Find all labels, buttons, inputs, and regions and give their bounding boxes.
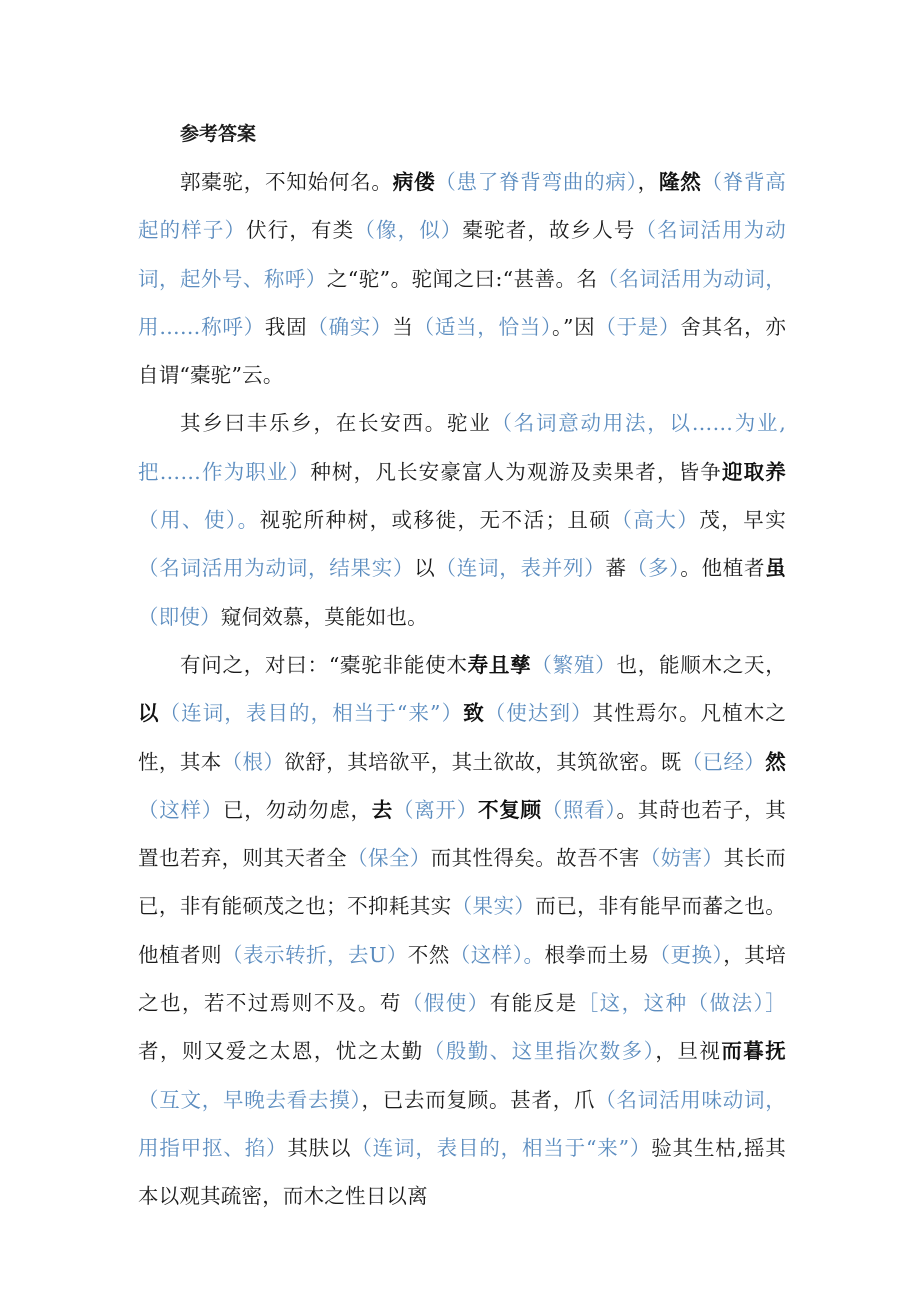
annotation-note: （于是） [595,314,681,339]
bold-term: 病偻 [392,170,436,194]
text-run: 蕃 [605,556,627,581]
text-run: 不然 [407,942,450,967]
text-run: ， [637,170,659,194]
annotation-note: （适当，恰当） [413,314,552,339]
document-page [138,110,786,1221]
text-run: 茂，早实 [699,508,786,533]
text-run: 其长而已，非有能硕茂之也；不抑耗其实 [138,846,786,919]
text-run: 有能反是 [489,991,578,1016]
text-run: 我固 [264,314,308,339]
text-run: 之“驼”。驼闻之曰:“甚善。名 [326,266,598,291]
annotation-note: （根） [221,749,285,774]
text-run: 郭橐驼，不知始何名。 [180,170,393,194]
text-run: 。”因 [551,314,596,339]
annotation-note: （互文，早晚去看去摸） [138,1087,362,1112]
text-run: 窥伺效慕，莫能如也。 [220,604,428,629]
annotation-note: （假使） [401,991,490,1016]
bold-term: 迎取养 [721,459,786,484]
text-run: 而其性得矣。故吾不害 [430,846,640,871]
annotation-note: （繁殖） [531,652,617,677]
bold-term: 去 [371,797,393,822]
bold-term: 然 [765,749,786,774]
annotation-note: ［这，这种（做法）］ [577,991,786,1016]
text-run: 。其莳也若子，其置也若弃，则其天者全 [138,797,786,871]
text-run: 其肤以 [287,1135,352,1160]
bold-term: 虽 [765,556,786,581]
text-run: 伏行，有类 [246,218,355,243]
annotation-note: （使达到） [484,701,593,726]
bold-term: 不复顾 [478,797,542,822]
paragraph-1 [138,158,786,399]
bold-term: 以 [138,701,160,726]
annotation-note: （这样） [138,797,223,822]
text-run: 。他植者 [680,556,766,581]
text-run: 者，则又爱之太恩，忧之太勤 [138,1039,424,1064]
annotation-note: （已经） [681,749,766,774]
annotation-note: （表示转折，去U） [222,942,408,967]
text-run: 已，勿动勿虑， [223,797,372,822]
text-run: 以 [414,556,436,581]
annotation-note: （这样）。 [449,942,545,967]
answer-heading: 参考答案 [180,123,257,145]
annotation-note: （名词活用为动词，结果实） [138,556,415,581]
text-run: 欲舒，其培欲平，其土欲故，其筑欲密。既 [284,749,682,774]
annotation-note: （保全） [347,846,431,871]
text-run: 舍其名，亦自谓“橐驼”云。 [138,314,787,388]
annotation-note: （名词活用味动词，用指甲抠、掐） [138,1087,786,1160]
text-run: ，旦视 [655,1039,722,1064]
paragraph-3 [138,641,786,1221]
annotation-note: （名词活用为动词，用……称呼） [138,266,786,339]
annotation-note: （殷勤、这里指次数多） [423,1039,656,1064]
paragraph-2 [138,399,786,640]
annotation-note: （即使） [138,604,221,629]
bold-term: 致 [463,701,485,726]
annotation-note: （连词，表目的，相当于“来”） [351,1135,652,1160]
text-run: ，其培之也，若不过焉则不及。苟 [138,942,786,1016]
text-run: 而已，非有能早而蕃之也。他植者则 [138,894,786,967]
text-run: 视驼所种树，或移徙，无不活；且硕 [259,508,612,533]
text-run: ，已去而复顾。甚者，爪 [361,1087,596,1112]
text-run: 验其生枯,摇其本以观其疏密，而木之性日以离 [138,1135,786,1209]
annotation-note: （名词活用为动词，起外号、称呼） [138,218,786,291]
text-run: 有问之，对曰：“橐驼非能使木 [180,652,468,677]
bold-term: 隆然 [658,170,702,194]
annotation-note: （确实） [307,314,393,339]
bold-term: 寿且孳 [467,652,532,677]
annotation-note: （连词，表并列） [435,556,606,581]
text-run: 当 [392,314,414,339]
text-run: 根拳而土易 [544,942,650,967]
annotation-note: （用、使）。 [138,508,260,533]
annotation-note: （名词意动用法，以……为业,把……作为职业） [138,411,786,484]
bold-term: 而暮抚 [721,1039,786,1064]
text-run: 种树，凡长安豪富人为观游及卖果者，皆争 [310,459,722,484]
text-run: 其性焉尔。凡植木之性，其本 [138,701,786,774]
annotation-note: （像，似） [354,218,463,243]
text-run: 也，能顺木之天， [616,652,786,677]
annotation-note: （离开） [393,797,478,822]
text-run: 橐驼者，故乡人号 [462,218,636,243]
annotation-note: （连词，表目的，相当于“来”） [159,701,464,726]
annotation-note: （高大） [611,508,700,533]
annotation-note: （果实） [451,894,536,919]
annotation-note: （妨害） [639,846,724,871]
text-run: 其乡曰丰乐乡，在长安西。驼业 [180,411,492,436]
annotation-note: （多） [626,556,681,581]
annotation-note: （患了脊背弯曲的病） [435,170,638,194]
annotation-note: （照看） [541,797,617,822]
annotation-note: （脊背高起的样子） [138,170,787,243]
annotation-note: （更换） [649,942,724,967]
